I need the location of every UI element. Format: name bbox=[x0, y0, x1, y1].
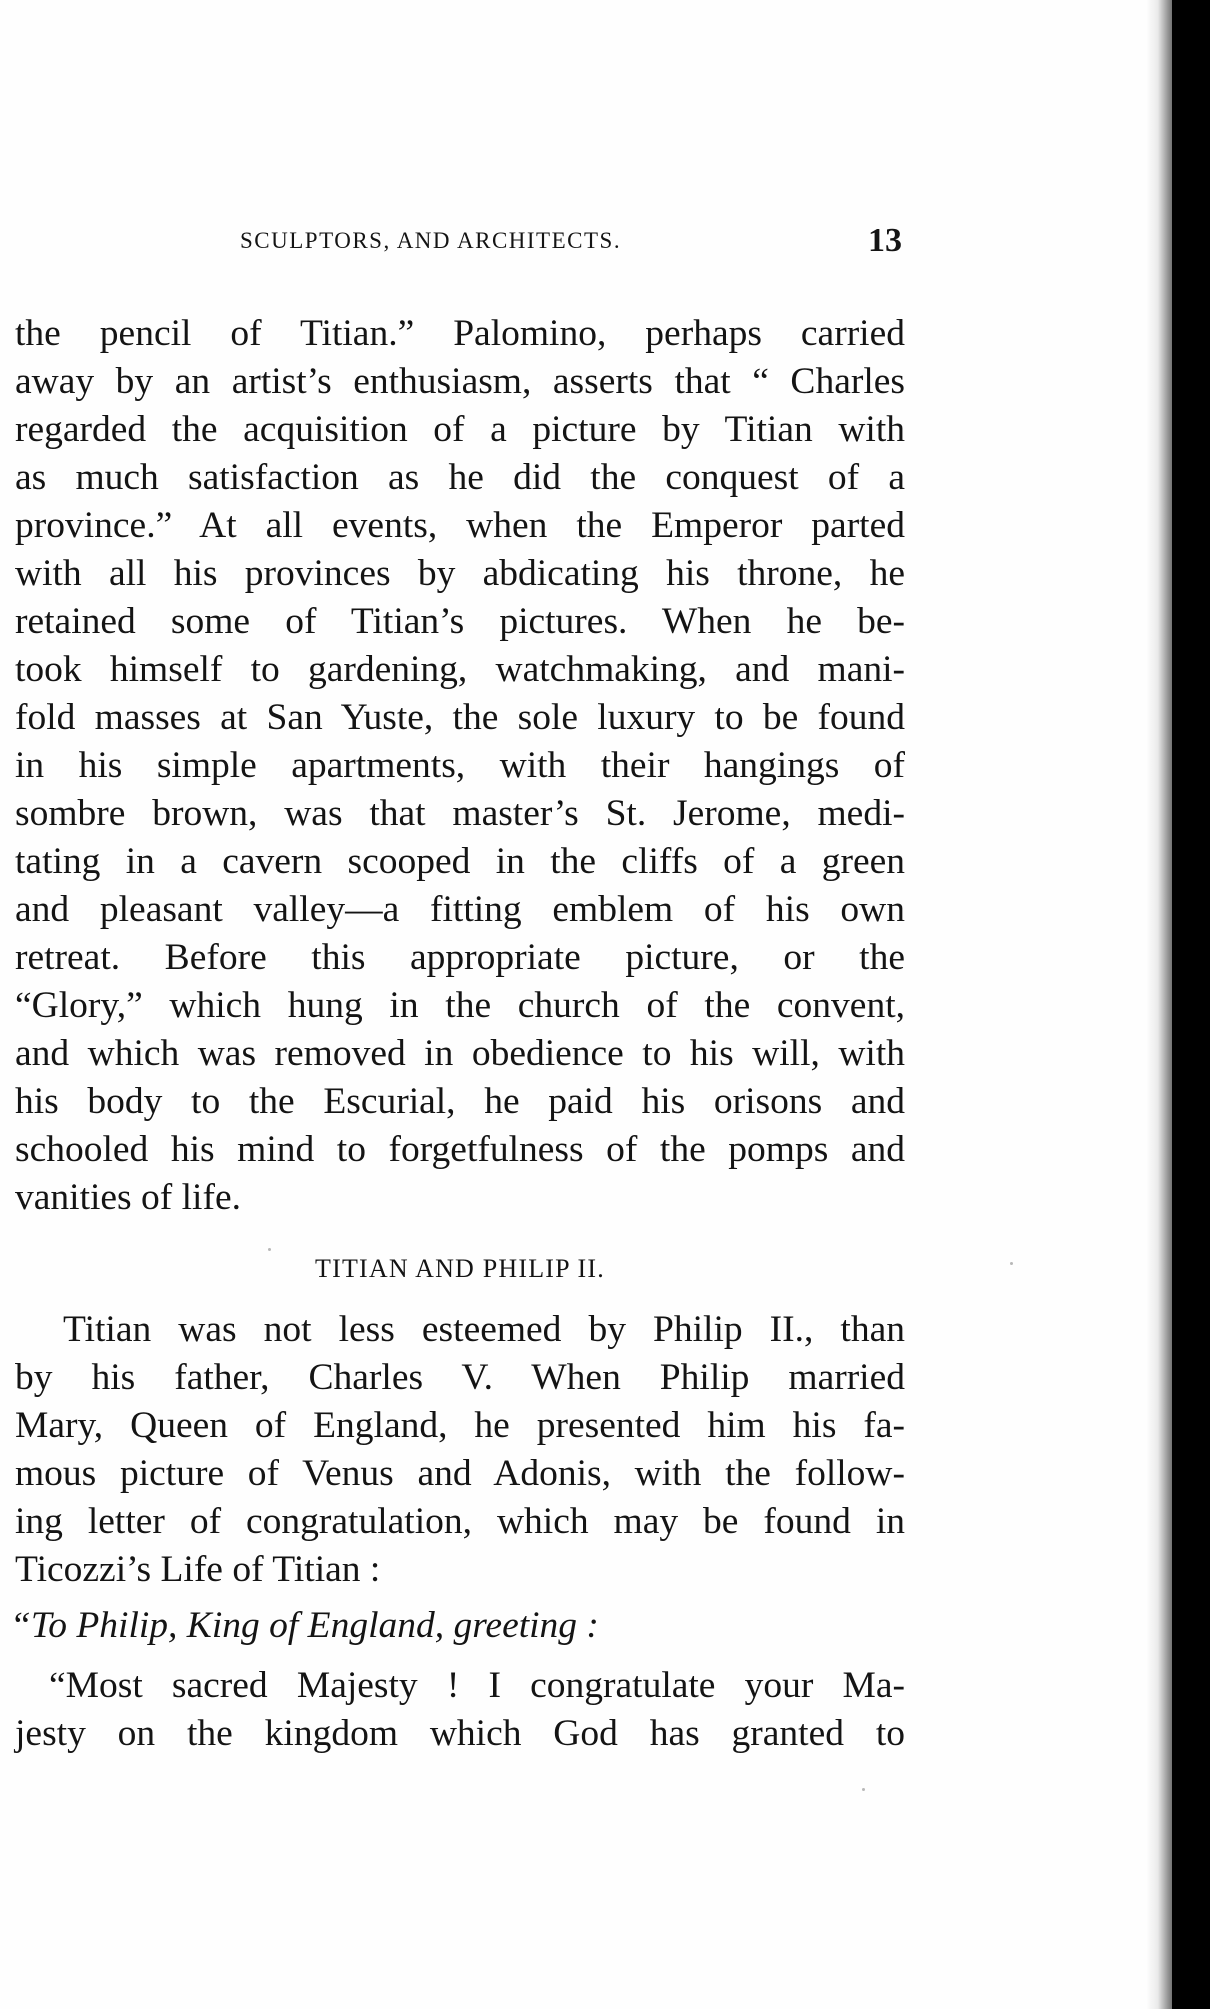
text-line: Mary, Queen of England, he presented him his fa- bbox=[15, 1405, 905, 1446]
paragraph-charles-v bbox=[15, 310, 905, 1222]
text-line: fold masses at San Yuste, the sole luxury to be found bbox=[15, 697, 905, 738]
text-line: his body to the Escurial, he paid his orisons and bbox=[15, 1081, 905, 1122]
text-line: regarded the acquisition of a picture by Titian with bbox=[15, 409, 905, 450]
running-head: SCULPTORS, AND ARCHITECTS. bbox=[240, 228, 622, 253]
text-line: took himself to gardening, watchmaking, and mani- bbox=[15, 649, 905, 690]
paragraph-philip-ii bbox=[15, 1306, 905, 1594]
page-edge-shadow bbox=[1146, 0, 1172, 2009]
text-line: “Most sacred Majesty ! I congratulate your Ma- bbox=[49, 1665, 905, 1706]
text-line: Ticozzi’s Life of Titian : bbox=[15, 1549, 381, 1590]
text-line: and which was removed in obedience to his will, with bbox=[15, 1033, 905, 1074]
paper-speck bbox=[268, 1248, 271, 1251]
paper-speck bbox=[862, 1788, 865, 1791]
text-line: in his simple apartments, with their hangings of bbox=[15, 745, 905, 786]
text-line: province.” At all events, when the Emperor parted bbox=[15, 505, 905, 546]
text-line: away by an artist’s enthusiasm, asserts that “ Charles bbox=[15, 361, 905, 402]
text-line: ing letter of congratulation, which may be found in bbox=[15, 1501, 905, 1542]
letter-salutation: “To Philip, King of England, greeting : bbox=[10, 1605, 599, 1646]
text-line: with all his provinces by abdicating his throne, he bbox=[15, 553, 905, 594]
paper-speck bbox=[1010, 1262, 1013, 1265]
text-line: sombre brown, was that master’s St. Jerome, medi- bbox=[15, 793, 905, 834]
text-line: “Glory,” which hung in the church of the convent, bbox=[15, 985, 905, 1026]
text-line: mous picture of Venus and Adonis, with the follow- bbox=[15, 1453, 905, 1494]
letter-body bbox=[15, 1662, 905, 1758]
text-line: retained some of Titian’s pictures. When he be- bbox=[15, 601, 905, 642]
text-line: retreat. Before this appropriate picture, or the bbox=[15, 937, 905, 978]
text-line: Titian was not less esteemed by Philip II., than bbox=[63, 1309, 905, 1350]
text-line: tating in a cavern scooped in the cliffs of a green bbox=[15, 841, 905, 882]
text-line: vanities of life. bbox=[15, 1177, 241, 1218]
scan-edge bbox=[1172, 0, 1210, 2009]
text-line: and pleasant valley—a fitting emblem of his own bbox=[15, 889, 905, 930]
text-line: jesty on the kingdom which God has granted to bbox=[15, 1713, 905, 1754]
section-heading: TITIAN AND PHILIP II. bbox=[315, 1254, 605, 1283]
text-line: schooled his mind to forgetfulness of the pomps and bbox=[15, 1129, 905, 1170]
text-line: the pencil of Titian.” Palomino, perhaps carried bbox=[15, 313, 905, 354]
text-line: by his father, Charles V. When Philip married bbox=[15, 1357, 905, 1398]
text-line: as much satisfaction as he did the conquest of a bbox=[15, 457, 905, 498]
page-number: 13 bbox=[868, 222, 902, 259]
